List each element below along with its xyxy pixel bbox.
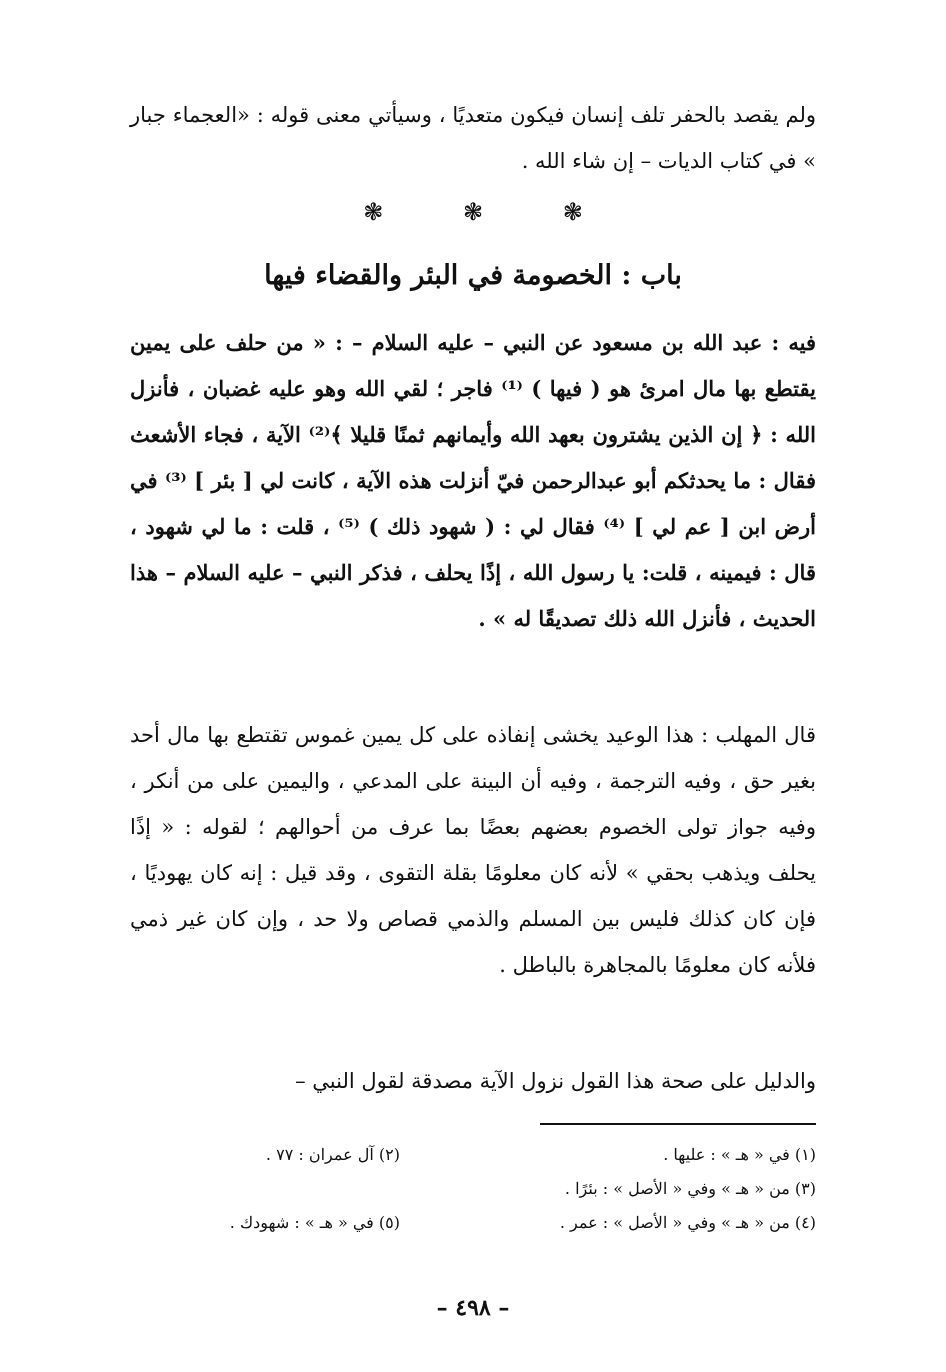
star-ornament-icon: ❃ <box>363 198 384 226</box>
evidence-paragraph: والدليل على صحة هذا القول نزول الآية مصدقة لقول النبي – <box>295 1069 816 1093</box>
hadith-paragraph-block <box>130 320 816 642</box>
intro-paragraph-block <box>130 92 816 184</box>
commentary-paragraph: قال المهلب : هذا الوعيد يخشى إنفاذه على كل يمين غموس تقتطع بها مال أحد بغير حق ، وفيه الترجمة ، وفيه أن البينة على المدعي ، واليمين على من أنكر ، وفيه جواز تولى الخصوم بعضهم بعضًا بما عرف من أحوالهم ؛ لقوله : « إذًا يحلف ويذهب بحقي » لأنه كان معلومًا بقلة التقوى ، وقد قيل : إنه كان يهوديًا ، فإن كان كذلك فليس بين المسلم والذمي قصاص ولا حد ، وإن كان غير ذمي فلأنه كان معلومًا بالمجاهرة بالباطل . <box>130 723 816 977</box>
star-ornament-icon: ❃ <box>462 198 484 226</box>
star-ornament-icon: ❃ <box>562 198 583 226</box>
footnote-divider <box>540 1123 816 1125</box>
section-separator <box>130 198 816 226</box>
footnote-3: (٣) من « هـ » وفي « الأصل » : بئرًا . <box>564 1179 816 1198</box>
commentary-paragraph-block <box>130 712 816 988</box>
evidence-paragraph-block <box>130 1058 816 1104</box>
footnote-row-3 <box>130 1206 816 1240</box>
intro-paragraph: ولم يقصد بالحفر تلف إنسان فيكون متعديًا ، وسيأتي معنى قوله : «العجماء جبار » في كتاب الديات – إن شاء الله . <box>130 103 816 173</box>
footnote-row-2 <box>130 1172 816 1206</box>
footnote-row-1 <box>130 1138 816 1172</box>
footnote-2: (٢) آل عمران : ٧٧ . <box>265 1145 400 1164</box>
hadith-paragraph: فيه : عبد الله بن مسعود عن النبي – عليه السلام – : « من حلف على يمين يقتطع بها مال امرئ هو ( فيها ) ⁽¹⁾ فاجر ؛ لقي الله وهو عليه غضبان ، فأنزل الله : ﴿ إن الذين يشترون بعهد الله وأيمانهم ثمنًا قليلا ﴾⁽²⁾ الآية ، فجاء الأشعث فقال : ما يحدثكم أبو عبدالرحمن فيّ أنزلت هذه الآية ، كانت لي [ بئر ] ⁽³⁾ في أرض ابن [ عم لي ] ⁽⁴⁾ فقال لي : ( شهود ذلك ) ⁽⁵⁾ ، قلت : ما لي شهود ، قال : فيمينه ، قلت: يا رسول الله ، إذًا يحلف ، فذكر النبي – عليه السلام – هذا الحديث ، فأنزل الله ذلك تصديقًا له » . <box>130 330 817 631</box>
footnote-5: (٥) في « هـ » : شهودك . <box>229 1213 400 1232</box>
footnote-1: (١) في « هـ » : عليها . <box>663 1145 816 1164</box>
footnote-4: (٤) من « هـ » وفي « الأصل » : عمر . <box>559 1213 816 1232</box>
chapter-title: باب : الخصومة في البئر والقضاء فيها <box>264 260 682 291</box>
page-number: – ٤٩٨ – <box>436 1295 510 1321</box>
